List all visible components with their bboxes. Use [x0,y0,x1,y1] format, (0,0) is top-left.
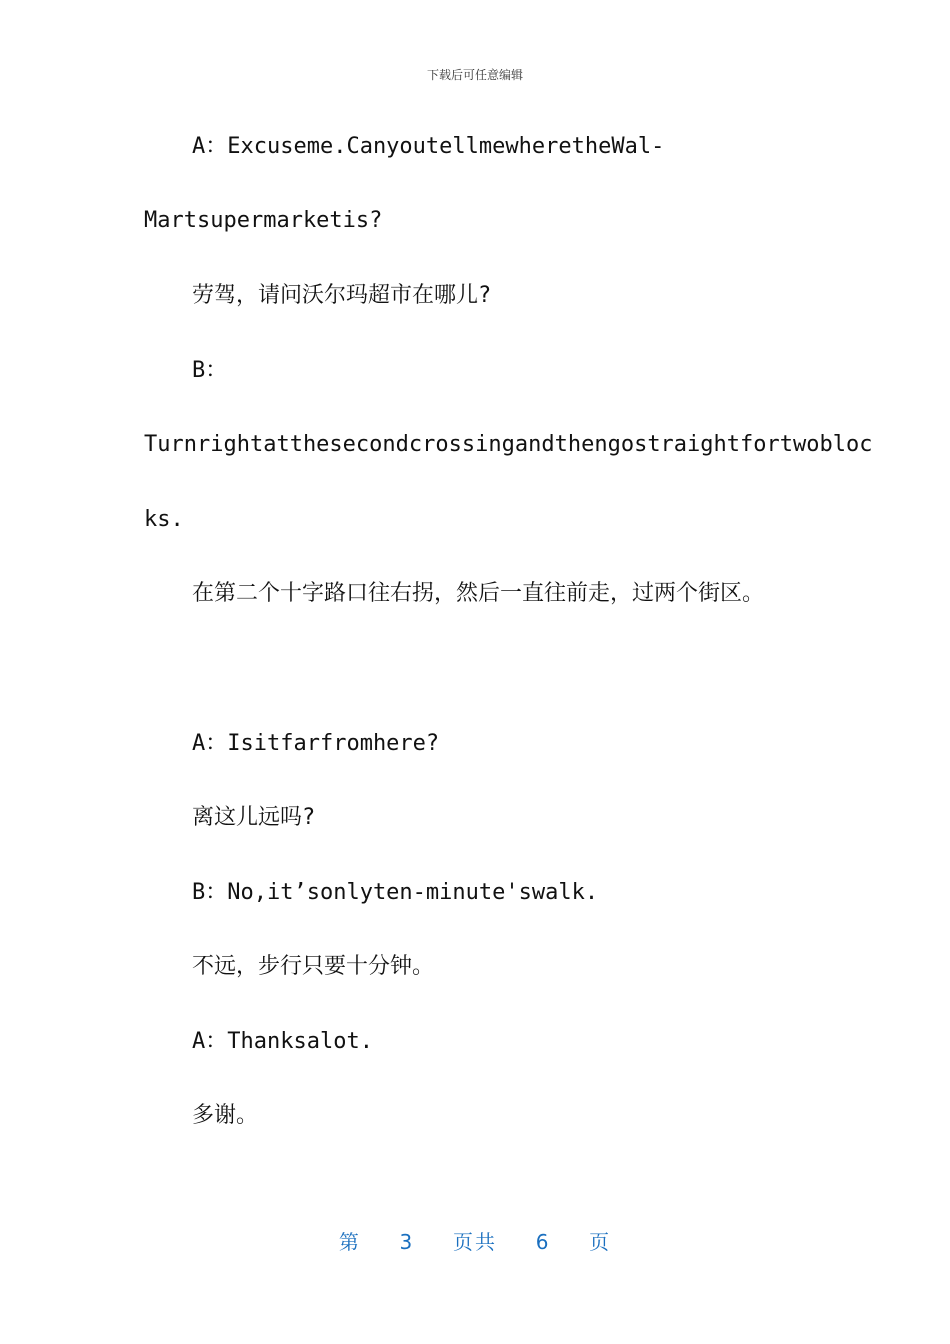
dialogue-line-a1: A：Excuseme.CanyoutellmewheretheWal- [192,134,665,159]
dialogue-line-a3: A：Thanksalot. [192,1029,373,1054]
footer-middle: 页共 [453,1230,497,1254]
dialogue-line-b2-zh: 不远，步行只要十分钟。 [192,954,435,979]
page-footer [0,1226,950,1255]
footer-suffix: 页 [589,1230,612,1254]
page-header: 下载后可任意编辑 [426,68,523,82]
dialogue-line-a3-zh: 多谢。 [192,1103,259,1128]
dialogue-line-b1: B： [192,358,228,383]
dialogue-line-b1-en: Turnrightatthesecondcrossingandthengostraightfortwobloc [144,432,873,457]
footer-total-pages: 6 [535,1230,551,1254]
footer-prefix: 第 [338,1230,361,1254]
dialogue-line-a1-zh: 劳驾，请问沃尔玛超市在哪儿? [192,283,492,308]
dialogue-line-b2: B：No,it’sonlyten-minute'swalk. [192,880,599,905]
dialogue-line-b1-en-cont: ks. [144,507,184,532]
dialogue-line-b1-zh: 在第二个十字路口往右拐，然后一直往前走，过两个街区。 [192,581,765,606]
dialogue-line-a1-cont: Martsupermarketis? [144,208,383,233]
footer-current-page: 3 [399,1230,415,1254]
dialogue-line-a2-zh: 离这儿远吗? [192,805,316,830]
dialogue-line-a2: A：Isitfarfromhere? [192,731,440,756]
